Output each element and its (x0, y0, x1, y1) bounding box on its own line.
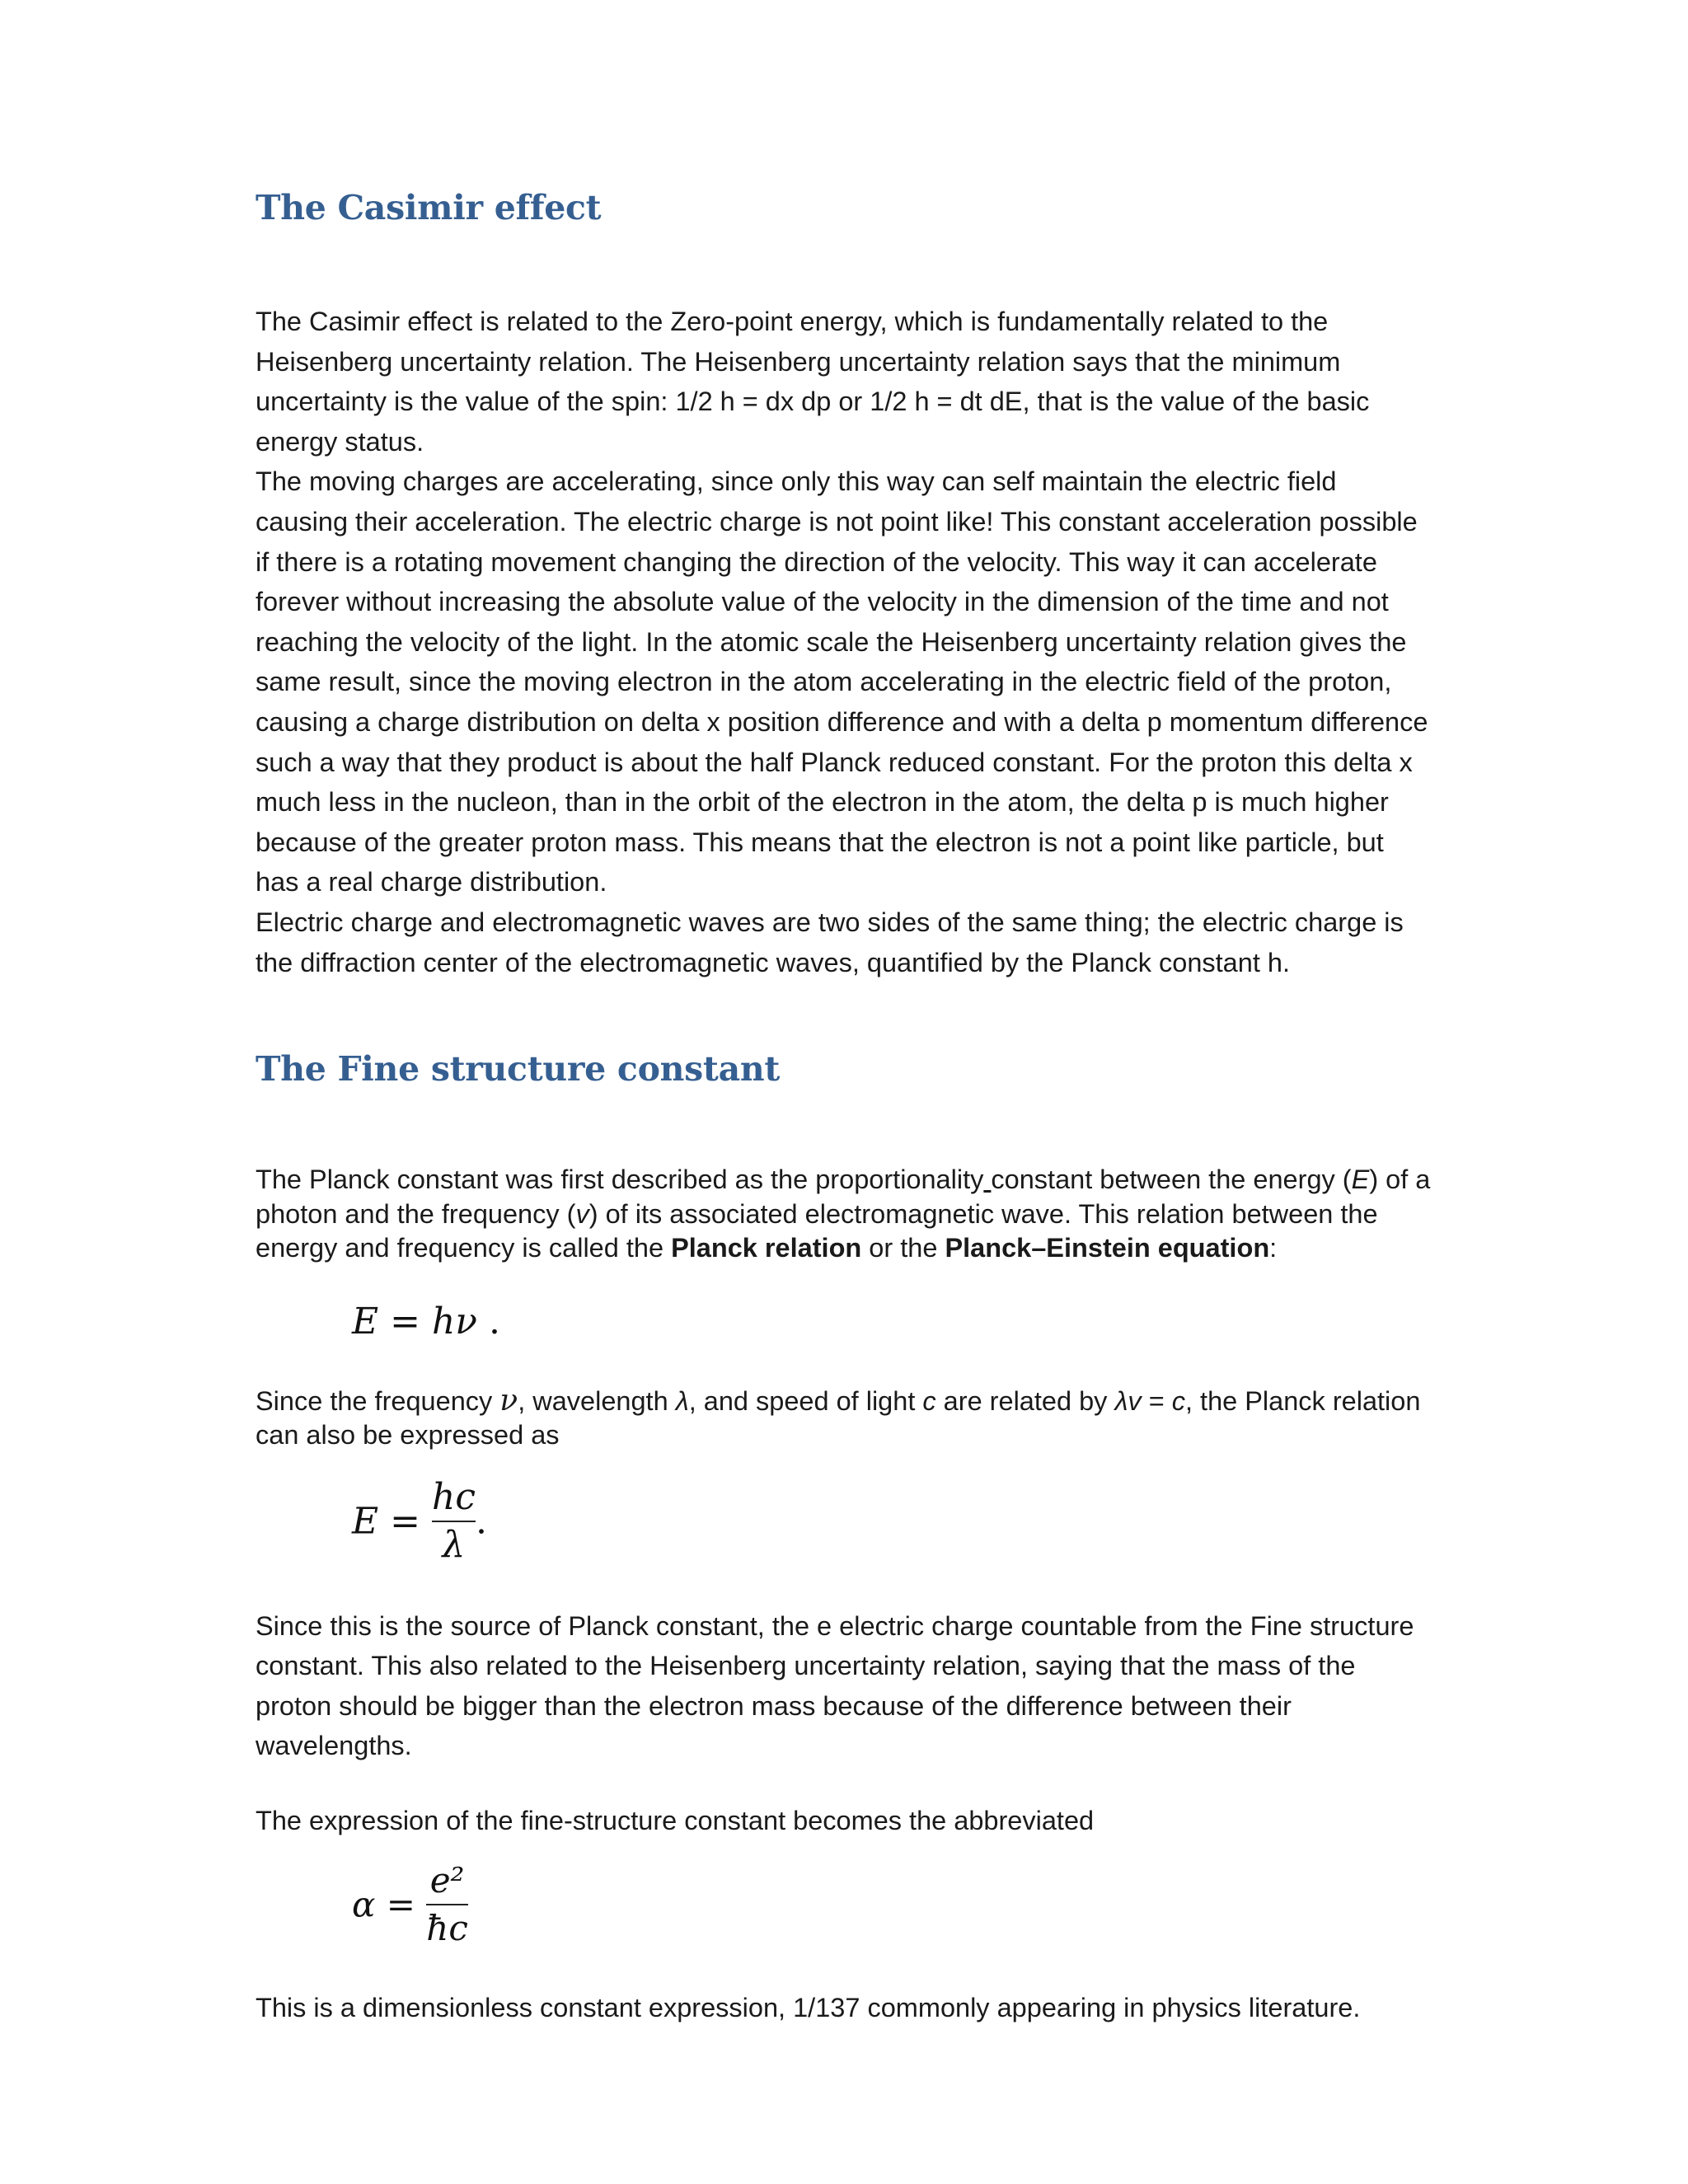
equation-text: E = (352, 1500, 420, 1543)
text-run: constant between the energy ( (991, 1165, 1352, 1195)
fraction-bar (432, 1521, 476, 1522)
wavelength-paragraph (256, 1384, 1432, 1453)
symbol-energy: E (1351, 1165, 1370, 1195)
text-run: Since the frequency (256, 1385, 500, 1416)
fraction-bar (426, 1904, 468, 1905)
text-run: : (1269, 1233, 1278, 1263)
text-run: The Planck constant was first described as the proportionality (256, 1165, 984, 1195)
closing-paragraph-block (256, 1988, 1432, 2028)
equation-fine-structure (352, 1859, 1432, 1961)
fraction-numerator: hc (431, 1475, 476, 1518)
equation-text: E = hν (352, 1300, 478, 1343)
text-run: are related by (935, 1385, 1115, 1416)
term-planck-relation: Planck relation (671, 1233, 862, 1263)
casimir-body (256, 302, 1432, 982)
fraction-denominator: λ (442, 1523, 466, 1566)
fraction-denominator: ħc (426, 1907, 468, 1948)
casimir-paragraph-3: Electric charge and electromagnetic waves are two sides of the same thing; the electric charge is the diffraction center of the electromagnetic waves, quantified by the Planck constant h. (256, 907, 1404, 977)
equation-text: α = (352, 1884, 415, 1925)
symbol-c: c (922, 1385, 936, 1416)
text-run: , and speed of light (688, 1385, 923, 1416)
equation-punctuation: . (475, 1500, 487, 1543)
text-run: ) of its associated electromagnetic wave. This relation between the energy and frequency is called the (256, 1198, 1378, 1263)
dimensionless-constant-paragraph: This is a dimensionless constant expression, 1/137 commonly appearing in physics literature. (256, 1992, 1361, 2022)
casimir-paragraph-1: The Casimir effect is related to the Zero-point energy, which is fundamentally related to the Heisenberg uncertainty relation. The Heisenberg uncertainty relation says that the minimum uncertainty is the value of the spin: 1/2 h = dx dp or 1/2 h = dt dE, that is the value of the basic energy status. (256, 307, 1370, 457)
symbol-frequency: v (575, 1198, 589, 1229)
text-run: ) of a photon and the frequency ( (256, 1165, 1431, 1229)
casimir-paragraph-2: The moving charges are accelerating, since only this way can self maintain the electric field causing their acceleration. The electric charge is not point like! This constant acceleration possible if there is a rotating movement changing the direction of the velocity. This way it can accelerate forever without increasing the absolute value of the velocity in the dimension of the time and not reaching the velocity of the light. In the atomic scale the Heisenberg uncertainty relation gives the same result, since the moving electron in the atom accelerating in the electric field of the proton, causing a charge distribution on delta x position difference and with a delta p momentum difference such a way that they product is about the half Planck reduced constant. For the proton this delta x much less in the nucleon, than in the orbit of the electron in the atom, the delta p is much higher because of the greater proton mass. This means that the electron is not a point like particle, but has a real charge distribution. (256, 466, 1428, 898)
fraction-numerator: e² (429, 1859, 465, 1900)
fraction (426, 1859, 468, 1950)
symbol-lambda-v: λv (1114, 1385, 1142, 1416)
term-planck-einstein-equation: Planck–Einstein equation (945, 1233, 1270, 1263)
fine-structure-intro (256, 1163, 1432, 1266)
expression-paragraph: The expression of the fine-structure constant becomes the abbreviated (256, 1805, 1095, 1835)
source-paragraph-block (256, 1606, 1432, 1841)
text-run: , wavelength (518, 1385, 676, 1416)
equation-planck-relation (352, 1297, 1432, 1347)
source-of-planck-paragraph: Since this is the source of Planck constant, the e electric charge countable from the Fine structure constant. This also related to the Heisenberg uncertainty relation, saying that the mass of the proton should be bigger than the electron mass because of the difference between their wavelengths. (256, 1610, 1414, 1761)
wavelength-paragraph-block (256, 1384, 1432, 1453)
fraction (432, 1476, 476, 1567)
equation-punctuation: . (477, 1300, 501, 1343)
text-run: = (1141, 1385, 1172, 1416)
symbol-nu: ν (499, 1383, 518, 1418)
text-run: , the Planck relation can also be expressed as (256, 1385, 1421, 1451)
equation-planck-wavelength (352, 1476, 1432, 1578)
symbol-lambda: λ (675, 1385, 689, 1416)
heading-fine-structure-constant: The Fine structure constant (256, 1049, 780, 1090)
text-run: or the (861, 1233, 945, 1263)
planck-relation-paragraph (256, 1163, 1432, 1266)
symbol-c: c (1171, 1385, 1185, 1416)
heading-casimir-effect: The Casimir effect (256, 188, 602, 227)
